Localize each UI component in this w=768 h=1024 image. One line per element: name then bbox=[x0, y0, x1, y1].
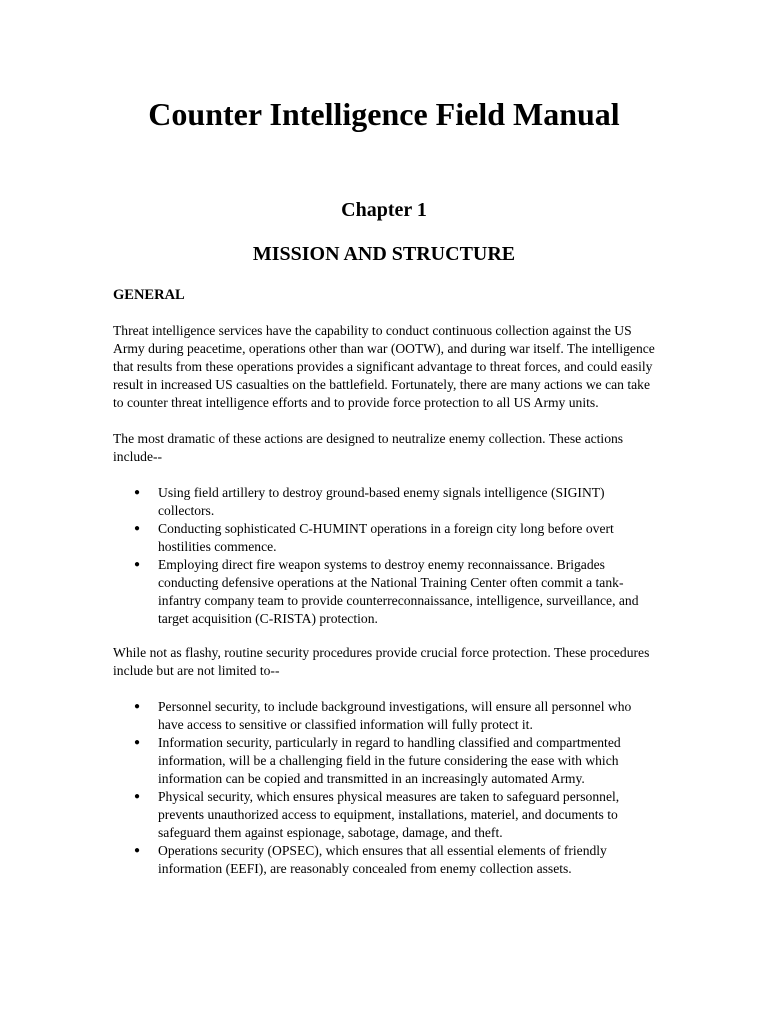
list-item bbox=[113, 484, 658, 520]
procedures-list bbox=[113, 698, 658, 878]
list-item-text: Operations security (OPSEC), which ensures that all essential elements of friendly information (EEFI), are reasonably concealed from enemy collection assets. bbox=[158, 843, 607, 876]
bullet-icon: ● bbox=[134, 701, 141, 712]
list-item bbox=[113, 520, 658, 556]
actions-list bbox=[113, 484, 658, 628]
list-item bbox=[113, 556, 658, 628]
chapter-heading: Chapter 1 bbox=[341, 199, 427, 221]
list-item-text: Information security, particularly in regard to handling classified and compartmented information, will be a challenging field in the future considering the ease with which information can be copied and transmitted in an increasingly automated Army. bbox=[158, 735, 621, 786]
procedures-paragraph: While not as flashy, routine security procedures provide crucial force protection. These procedures include but are not limited to-- bbox=[113, 645, 650, 678]
list-item-text: Physical security, which ensures physical measures are taken to safeguard personnel, prevents unauthorized access to equipment, installations, materiel, and documents to safeguard them against espionage, sabotage, damage, and theft. bbox=[158, 789, 620, 840]
bullet-icon: ● bbox=[134, 559, 141, 570]
list-item bbox=[113, 734, 658, 788]
section-title: MISSION AND STRUCTURE bbox=[252, 243, 516, 265]
bullet-icon: ● bbox=[134, 845, 141, 856]
list-item bbox=[113, 842, 658, 878]
general-heading: GENERAL bbox=[113, 287, 185, 303]
list-item-text: Personnel security, to include background investigations, will ensure all personnel who have access to sensitive or classified information will fully protect it. bbox=[158, 699, 632, 732]
intro-paragraph: Threat intelligence services have the capability to conduct continuous collection against the US Army during peacetime, operations other than war (OOTW), and during war itself. The intelligence that results from these operations provides a significant advantage to threat forces, and could easily result in increased US casualties on the battlefield. Fortunately, there are many actions we can take to counter threat intelligence efforts and to provide force protection to all US Army units. bbox=[113, 323, 655, 410]
bullet-icon: ● bbox=[134, 523, 141, 534]
bullet-icon: ● bbox=[134, 487, 141, 498]
bullet-icon: ● bbox=[134, 791, 141, 802]
document-title: Counter Intelligence Field Manual bbox=[148, 96, 620, 132]
actions-paragraph: The most dramatic of these actions are designed to neutralize enemy collection. These actions include-- bbox=[113, 431, 624, 464]
list-item bbox=[113, 788, 658, 842]
list-item-text: Conducting sophisticated C-HUMINT operations in a foreign city long before overt hostilities commence. bbox=[158, 521, 614, 554]
list-item-text: Using field artillery to destroy ground-based enemy signals intelligence (SIGINT) collectors. bbox=[158, 485, 605, 518]
bullet-icon: ● bbox=[134, 737, 141, 748]
list-item-text: Employing direct fire weapon systems to destroy enemy reconnaissance. Brigades conducting defensive operations at the National Training Center often commit a tank-infantry company team to provide counterreconnaissance, intelligence, surveillance, and target acquisition (C-RISTA) protection. bbox=[158, 557, 639, 626]
list-item bbox=[113, 698, 658, 734]
